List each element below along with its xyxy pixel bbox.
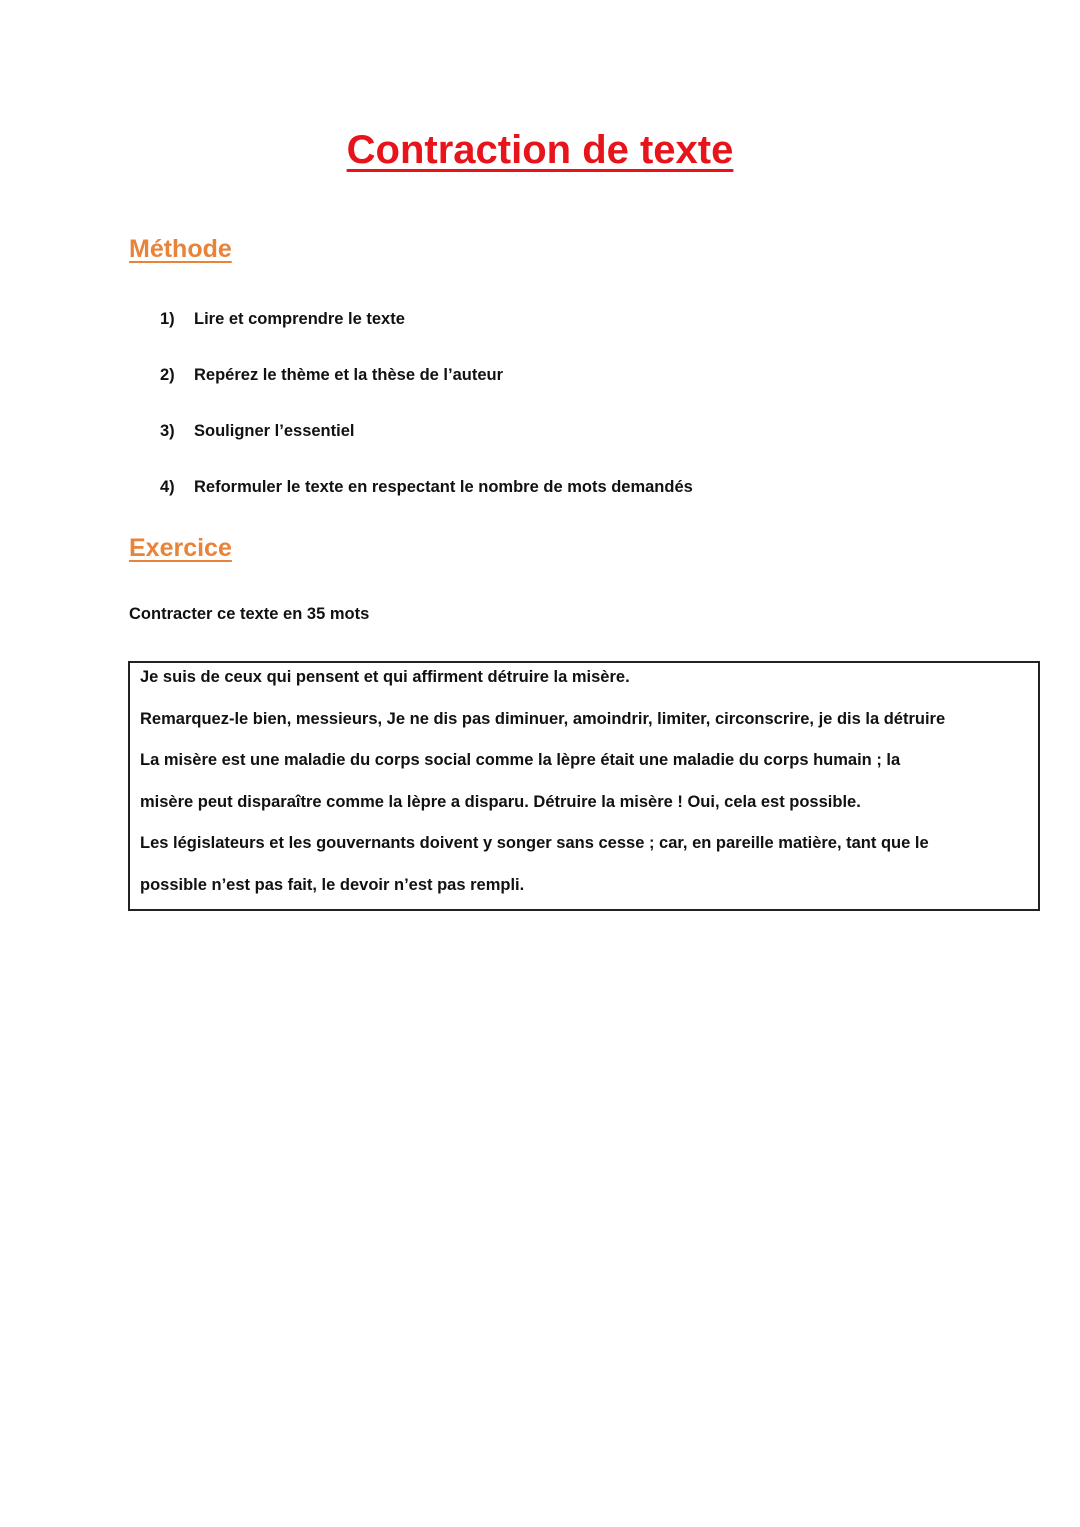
list-item (160, 363, 693, 419)
step-text: Repérez le thème et la thèse de l’auteur (194, 366, 504, 384)
passage-line: possible n’est pas fait, le devoir n’est pas rempli. (140, 875, 525, 894)
passage-line: La misère est une maladie du corps social comme la lèpre était une maladie du corps humain ; la (140, 751, 901, 770)
exercice-instruction: Contracter ce texte en 35 mots (129, 605, 370, 623)
step-number: 1) (160, 310, 175, 328)
step-text: Reformuler le texte en respectant le nombre de mots demandés (194, 478, 693, 496)
methode-heading: Méthode (129, 235, 232, 263)
list-item (160, 419, 693, 475)
passage-line: Les législateurs et les gouvernants doivent y songer sans cesse ; car, en pareille matière, tant que le (140, 834, 929, 853)
passage-line: misère peut disparaître comme la lèpre a disparu. Détruire la misère ! Oui, cela est possible. (140, 792, 861, 811)
exercice-heading: Exercice (129, 534, 232, 562)
step-number: 3) (160, 422, 175, 440)
passage-line: Remarquez-le bien, messieurs, Je ne dis pas diminuer, amoindrir, limiter, circonscrire, je dis la détruire (140, 709, 946, 728)
step-number: 4) (160, 478, 175, 496)
passage-line: Je suis de ceux qui pensent et qui affirment détruire la misère. (140, 668, 630, 686)
methode-steps-list (160, 307, 693, 531)
list-item (160, 307, 693, 363)
step-text: Lire et comprendre le texte (194, 310, 405, 328)
passage-box (128, 661, 1040, 911)
page-title: Contraction de texte (346, 128, 734, 172)
step-number: 2) (160, 366, 175, 384)
list-item (160, 475, 693, 531)
step-text: Souligner l’essentiel (194, 422, 355, 440)
